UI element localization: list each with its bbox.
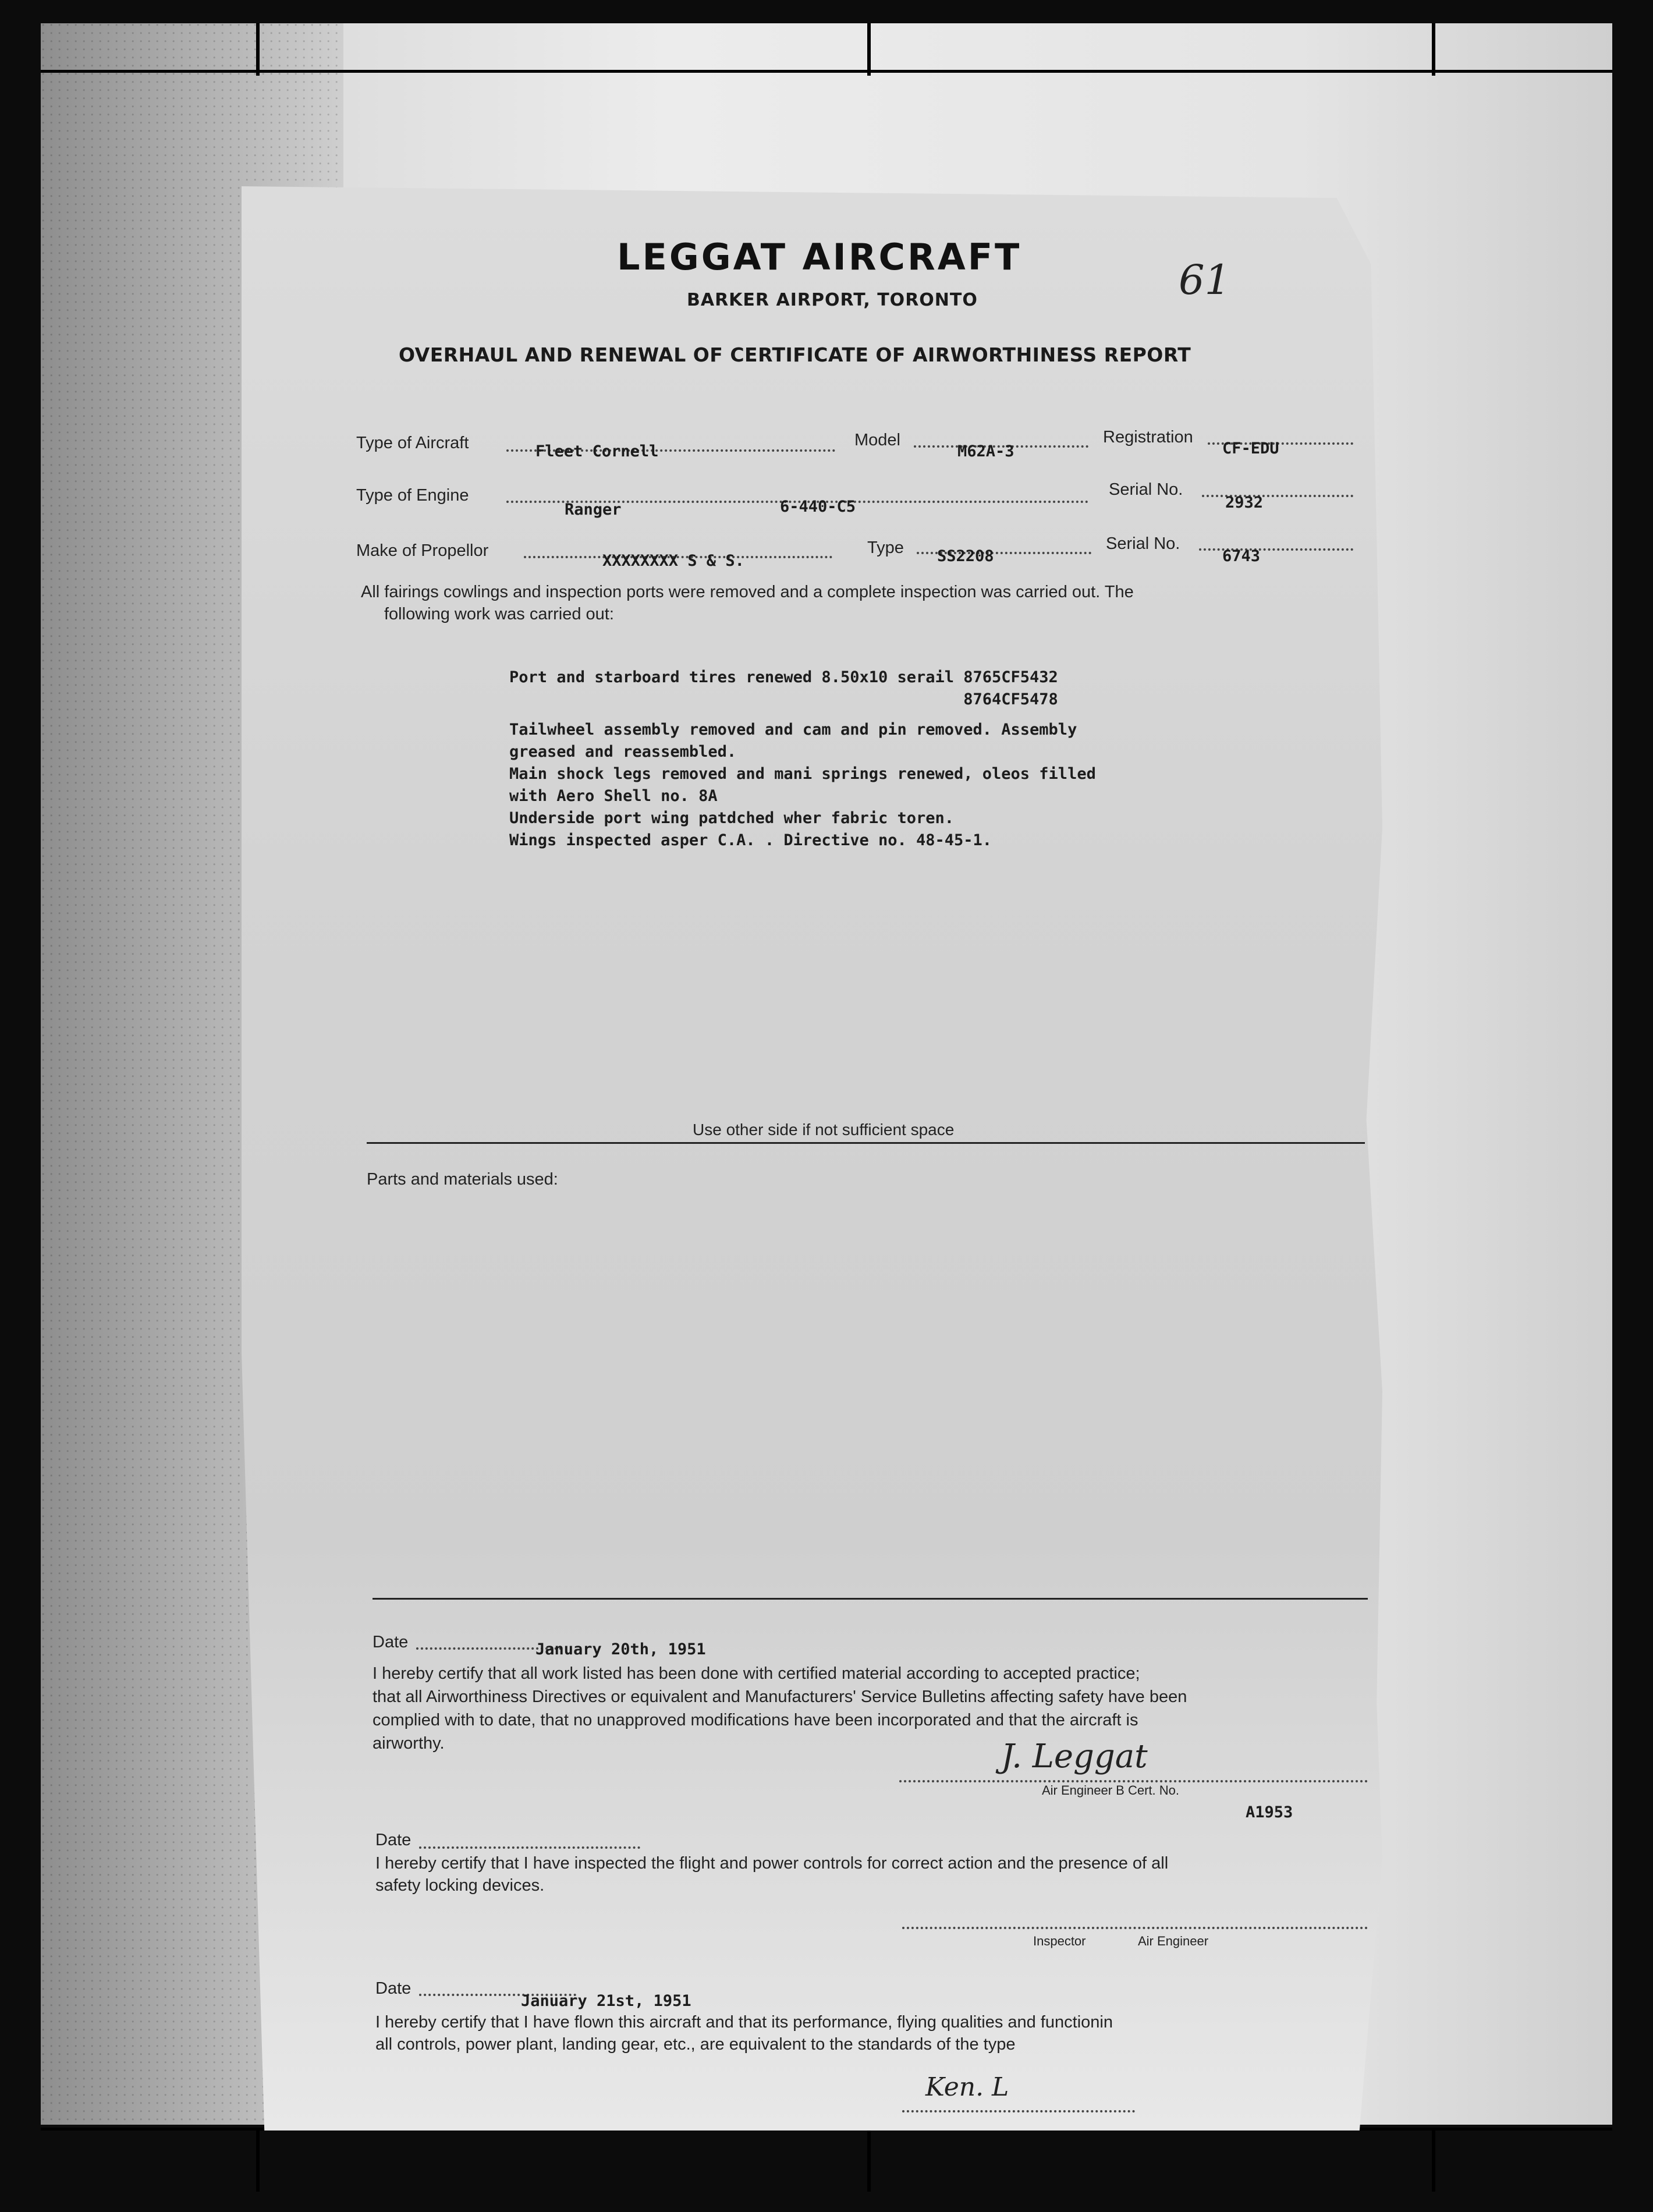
report-title: OVERHAUL AND RENEWAL OF CERTIFICATE OF AIRWORTHINESS REPORT bbox=[399, 343, 1191, 366]
propellor-type-label: Type bbox=[867, 538, 904, 557]
frame-line-top bbox=[41, 70, 1612, 73]
cert2-date-line bbox=[419, 1846, 640, 1849]
model-value: M62A-3 bbox=[957, 442, 1014, 460]
registration-label: Registration bbox=[1103, 428, 1193, 446]
company-location: BARKER AIRPORT, TORONTO bbox=[687, 290, 978, 310]
registration-value: CF-EDU bbox=[1222, 439, 1279, 458]
parts-section-rule bbox=[373, 1598, 1368, 1600]
engine-type-value: Ranger bbox=[565, 501, 622, 519]
cert3-signature-line bbox=[902, 2110, 1135, 2112]
cert3-signature: Ken. L bbox=[925, 2072, 1009, 2102]
propellor-serial-value: 6743 bbox=[1222, 547, 1261, 565]
cert1-date-label: Date bbox=[373, 1633, 409, 1651]
frame-tick-4 bbox=[256, 2128, 260, 2192]
work-line: Tailwheel assembly removed and cam and pin removed. Assembly bbox=[509, 721, 1077, 739]
cert1-text-line: I hereby certify that all work listed has been done with certified material according to accepted practice; bbox=[373, 1664, 1140, 1683]
report-paper bbox=[242, 186, 1382, 2131]
frame-tick-2 bbox=[867, 23, 871, 76]
engine-serial-label: Serial No. bbox=[1109, 480, 1183, 499]
work-line: with Aero Shell no. 8A bbox=[509, 787, 718, 805]
propellor-make-label: Make of Propellor bbox=[356, 541, 489, 560]
cert3-text bbox=[375, 2011, 1365, 2055]
cert2-engineer-caption: Air Engineer bbox=[1138, 1934, 1209, 1948]
company-name: LEGGAT AIRCRAFT bbox=[617, 236, 1022, 278]
cert2-signature-line bbox=[902, 1927, 1368, 1929]
inspection-intro-line: All fairings cowlings and inspection ports were removed and a complete inspection was carried out. The bbox=[361, 583, 1134, 601]
cert1-date-value: January 20th, 1951 bbox=[535, 1640, 706, 1658]
work-line: Wings inspected asper C.A. . Directive no. 48-45-1. bbox=[509, 831, 992, 849]
other-side-note: Use other side if not sufficient space bbox=[693, 1121, 955, 1139]
frame-tick-1 bbox=[256, 23, 260, 76]
propellor-serial-label: Serial No. bbox=[1106, 534, 1180, 553]
work-section-rule bbox=[367, 1142, 1365, 1144]
engine-type-label: Type of Engine bbox=[356, 486, 469, 505]
cert1-text-line: that all Airworthiness Directives or equivalent and Manufacturers' Service Bulletins affecting safety have been bbox=[373, 1688, 1187, 1706]
frame-tick-3 bbox=[1432, 23, 1435, 76]
cert1-signature-line bbox=[899, 1780, 1368, 1782]
cert1-cert-number: A1953 bbox=[1246, 1803, 1293, 1821]
cert3-date-value: January 21st, 1951 bbox=[521, 1992, 691, 2010]
aircraft-type-label: Type of Aircraft bbox=[356, 434, 469, 452]
propellor-type-value: SS2208 bbox=[937, 547, 994, 565]
work-line: Port and starboard tires renewed 8.50x10 serail 8765CF5432 bbox=[509, 668, 1058, 686]
frame-tick-6 bbox=[1432, 2128, 1435, 2192]
cert3-date-label: Date bbox=[375, 1979, 412, 1998]
cert1-signature-caption: Air Engineer B Cert. No. bbox=[1042, 1783, 1179, 1798]
work-carried-out-list bbox=[509, 667, 1096, 852]
handwritten-page-number: 61 bbox=[1179, 256, 1231, 304]
inspection-intro-line: following work was carried out: bbox=[384, 605, 614, 623]
cert1-text-line: complied with to date, that no unapproved modifications have been incorporated and that the aircraft is bbox=[373, 1711, 1138, 1729]
inspection-intro bbox=[361, 581, 1362, 625]
cert1-text-line: airworthy. bbox=[373, 1734, 445, 1753]
engine-serial-line bbox=[1202, 495, 1353, 497]
aircraft-type-value: Fleet Cornell bbox=[535, 442, 659, 460]
cert2-text-line: I hereby certify that I have inspected the flight and power controls for correct action and the presence of all bbox=[375, 1854, 1169, 1873]
model-label: Model bbox=[854, 431, 900, 449]
cert2-inspector-caption: Inspector bbox=[1033, 1934, 1086, 1948]
work-line: Underside port wing patdched wher fabric toren. bbox=[509, 809, 955, 827]
propellor-make-value: XXXXXXXX S & S. bbox=[602, 552, 744, 570]
frame-tick-5 bbox=[867, 2128, 871, 2192]
cert3-text-line: I hereby certify that I have flown this aircraft and that its performance, flying qualities and functionin bbox=[375, 2013, 1113, 2032]
engine-model-value: 6-440-C5 bbox=[780, 498, 856, 516]
work-line: greased and reassembled. bbox=[509, 743, 737, 761]
work-line: Main shock legs removed and mani springs renewed, oleos filled bbox=[509, 765, 1096, 783]
cert2-date-label: Date bbox=[375, 1831, 412, 1849]
work-line: 8764CF5478 bbox=[509, 690, 1058, 708]
cert1-text bbox=[373, 1662, 1374, 1755]
cert2-text-line: safety locking devices. bbox=[375, 1876, 545, 1895]
cert1-signature: J. Leggat bbox=[1001, 1738, 1148, 1775]
parts-label: Parts and materials used: bbox=[367, 1170, 558, 1189]
engine-serial-value: 2932 bbox=[1225, 494, 1264, 512]
cert2-text bbox=[375, 1852, 1377, 1896]
cert3-text-line: all controls, power plant, landing gear, etc., are equivalent to the standards of the type bbox=[375, 2035, 1016, 2054]
